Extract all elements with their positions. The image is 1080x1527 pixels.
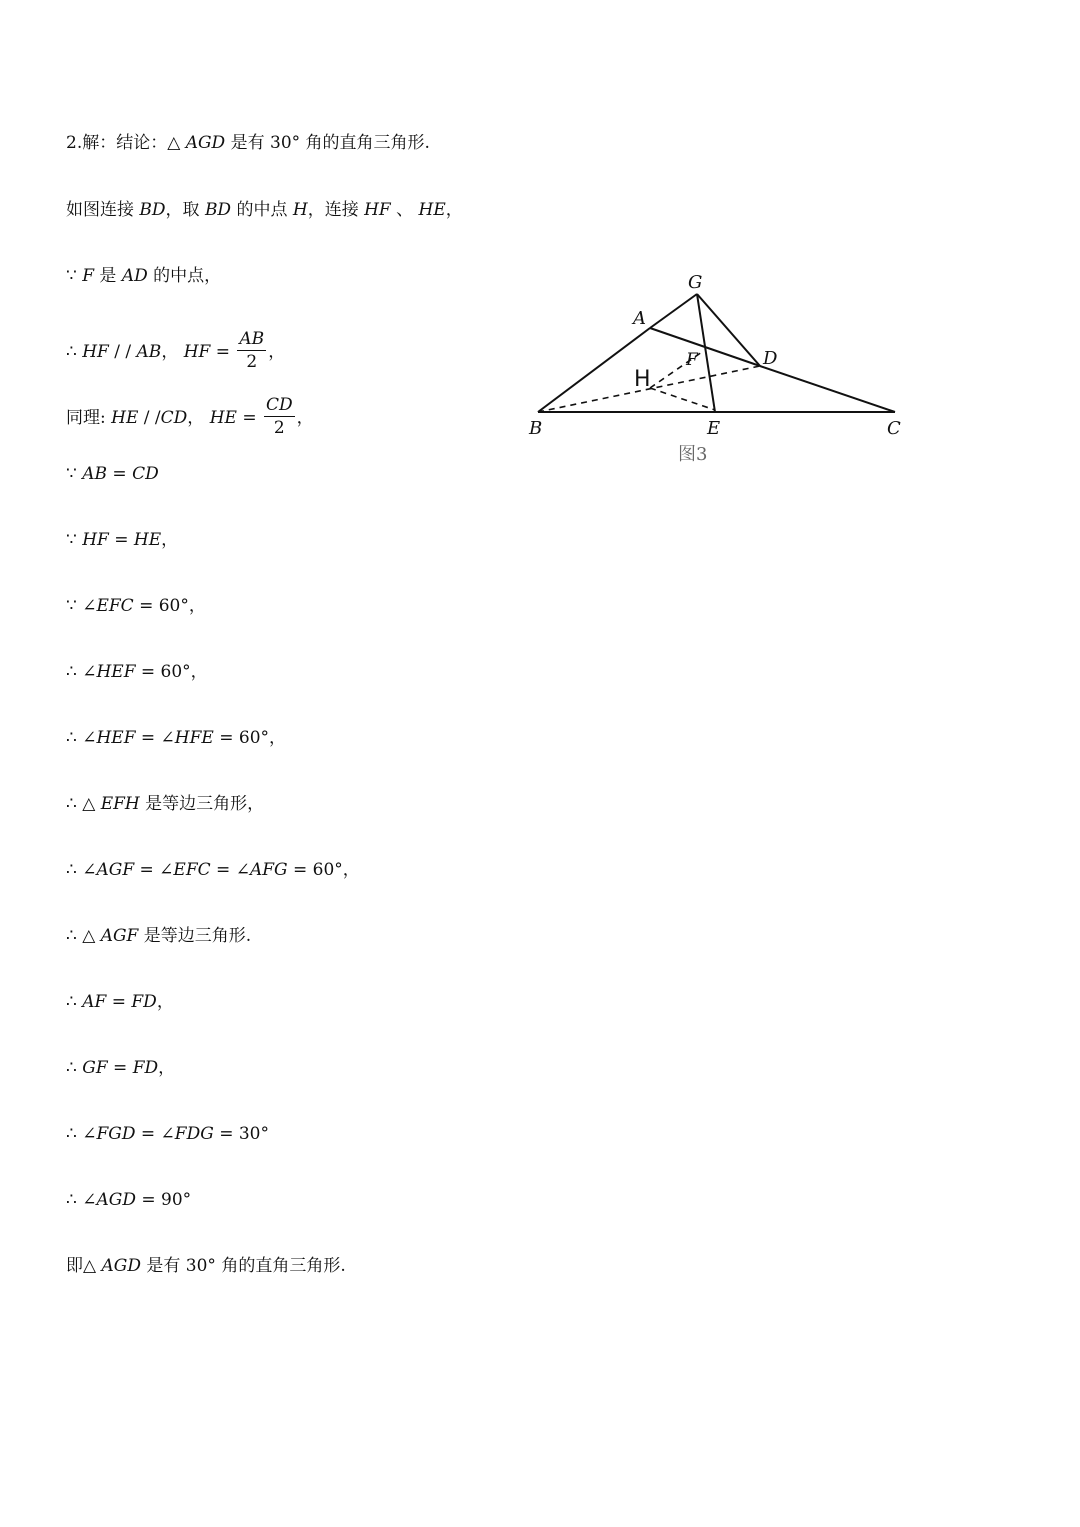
segment-dc xyxy=(760,366,895,412)
fraction-cd-over-2: $\frac{CD}{2}$ xyxy=(266,395,293,438)
fraction-ab-over-2: $\frac{AB}{2}$ xyxy=(239,329,265,372)
conclusion-line: 2.解：结论：△ AGD 是有 30° 角的直角三角形. xyxy=(66,133,430,153)
step-he-line: 同理: HE / /CD， HE = $\frac{CD}{2}$ ， xyxy=(66,395,314,438)
step-hef-line: ∴ ∠HEF = 60°， xyxy=(66,662,208,682)
label-e: E xyxy=(707,418,721,439)
step-agf-angles-line: ∴ ∠AGF = ∠EFC = ∠AFG = 60°， xyxy=(66,860,360,880)
label-h: H xyxy=(634,367,651,392)
construction-line: 如图连接 BD，取 BD 的中点 H，连接 HF 、 HE， xyxy=(66,200,463,220)
label-c: C xyxy=(887,418,901,439)
geometry-figure xyxy=(520,262,920,472)
step-efc-line: ∵ ∠EFC = 60°， xyxy=(66,596,206,616)
step-hef-hfe-line: ∴ ∠HEF = ∠HFE = 60°， xyxy=(66,728,287,748)
step-agf-equilateral-line: ∴ △ AGF 是等边三角形. xyxy=(66,926,252,946)
step-af-fd-line: ∴ AF = FD， xyxy=(66,992,174,1012)
final-conclusion-line: 即△ AGD 是有 30° 角的直角三角形. xyxy=(66,1256,346,1276)
figure-caption: 图3 xyxy=(678,444,708,465)
step-fgd-fdg-line: ∴ ∠FGD = ∠FDG = 30° xyxy=(66,1124,269,1144)
label-d: D xyxy=(763,348,778,369)
label-a: A xyxy=(633,308,646,329)
dashed-he xyxy=(650,388,715,410)
label-b: B xyxy=(529,418,543,439)
step-efh-equilateral-line: ∴ △ EFH 是等边三角形， xyxy=(66,794,265,814)
step-agd-90-line: ∴ ∠AGD = 90° xyxy=(66,1190,192,1210)
step-hf-he-line: ∵ HF = HE， xyxy=(66,530,179,550)
step-hf-line: ∴ HF / / AB， HF = $\frac{AB}{2}$ ， xyxy=(66,329,286,372)
step-ab-cd-line: ∵ AB = CD xyxy=(66,464,159,484)
label-g: G xyxy=(688,272,703,293)
step-midpoint-line: ∵ F 是 AD 的中点， xyxy=(66,266,222,286)
segment-ag xyxy=(650,294,697,328)
label-f: F xyxy=(686,350,698,370)
step-gf-fd-line: ∴ GF = FD， xyxy=(66,1058,176,1078)
